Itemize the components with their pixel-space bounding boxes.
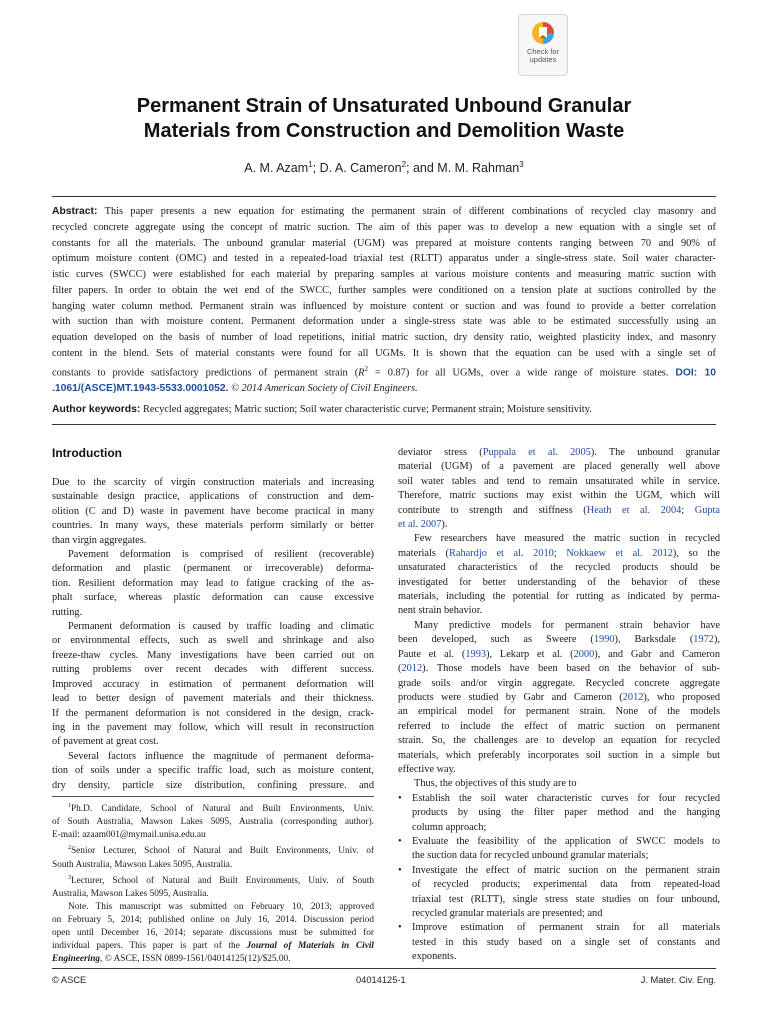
badge-line-2: updates [529, 55, 557, 64]
footnote-line: South Australia, Mawson Lakes 5095, Australia. [52, 859, 233, 870]
body-text: grade soils and/or virgin aggregate. Recycled concrete aggregate [398, 677, 720, 689]
footnote-line: of South Australia, Mawson Lakes 5095, Australia (corresponding author). [52, 817, 374, 828]
abstract-line: filter papers. In order to obtain the wet end of the SWCC, further samples were conditioned on a tension plate at suctions controlled by the [52, 284, 716, 296]
body-text: ). [441, 519, 448, 531]
abstract-line: = 0.87) for all UGMs, over a wide range of moisture states. [367, 366, 676, 378]
r-squared-exponent: 2 [364, 364, 368, 373]
body-text: Permanent deformation is caused by traffic loading and climatic [68, 621, 374, 633]
body-text: ), [713, 634, 720, 646]
abstract-line: constants to provide satisfactory predictions of permanent strain ( [52, 366, 359, 378]
body-text: products were studied by Gabr and Cameron ( [398, 691, 623, 703]
body-text: tion of soils under a specific traffic load, such as moisture content, [52, 765, 374, 777]
body-text: unsaturated characteristics of the recycled products should be [398, 562, 720, 574]
body-text: tested in this study based on a single set of constants and [412, 936, 720, 948]
body-text: materials, which preferably incorporates soil suction in a simple but [398, 749, 720, 761]
title-line-1: Permanent Strain of Unsaturated Unbound Granular [136, 95, 632, 117]
footnote-line: on February 5, 2014; published online on July 16, 2014. Discussion period [52, 915, 374, 926]
footnote-line: Senior Lecturer, School of Natural and Built Environments, Univ. of [71, 846, 374, 857]
footer-divider [52, 968, 716, 969]
footnote-line: individual papers. This paper is part of the [52, 941, 247, 952]
body-text: materials, including the potential for rutting as indicated by perma- [398, 591, 720, 603]
body-text: phalt surface, whereas plastic deformation can cause excessive [52, 592, 374, 604]
footnote-marker: 2 [68, 845, 71, 852]
author-name: A. M. Azam [244, 161, 309, 176]
body-text: exponents. [412, 951, 457, 963]
body-text: ), so the [672, 547, 720, 559]
citation-link[interactable]: Rahardjo et al. 2010 [448, 547, 554, 559]
citation-link[interactable]: Nokkaew et al. 2012 [566, 547, 673, 559]
keywords-label: Author keywords: [52, 404, 141, 415]
citation-link[interactable]: Gupta [694, 504, 721, 516]
author-affiliation-marker: 3 [519, 160, 524, 169]
body-text: Due to the scarcity of virgin construction materials and increasing [52, 477, 374, 488]
body-text: ). The unbound granular [590, 447, 720, 458]
keywords-text: Recycled aggregates; Matric suction; Soil water characteristic curve; Permanent strain; Moisture sensitivity. [140, 404, 592, 415]
objective-list-item [398, 921, 720, 935]
body-text: Therefore, matric suctions may exist within the UGM, which will [398, 490, 720, 502]
abstract-line: optimum moisture content (OMC) and tested in a repeated-load triaxial test (RLTT) apparatus under a single-stress state. Soil water character- [52, 253, 716, 265]
body-text: ). Those models have been based on the behavior of sub- [422, 663, 720, 675]
body-text: been developed, such as Sweere ( [398, 634, 594, 646]
body-text: dry density, particle size distribution, confining pressure. and [52, 779, 374, 791]
body-text: olition (C and D) waste in pavement have become practical in many [52, 505, 374, 517]
body-text: Improved accuracy in estimation of permanent deformation will [52, 678, 374, 690]
citation-link[interactable]: 2000 [573, 648, 595, 660]
left-column-body [52, 476, 374, 793]
r-squared-symbol: R [358, 366, 365, 378]
abstract-line: istic curves (SWCC) were established for each material by preparing samples at various moisture contents and measuring matric suction with [52, 269, 716, 280]
objective-list-item [398, 792, 720, 806]
body-text: of recycled products; experimental data from repeated-load [412, 879, 720, 891]
footnote-marker: 3 [68, 874, 71, 881]
body-text: Improve estimation of permanent strain for all materials [412, 922, 720, 934]
body-text: material (UGM) of a pavement are placed generally well above [398, 461, 720, 473]
author-separator: ; and [406, 161, 438, 176]
keywords-divider [52, 424, 716, 425]
footnotes [52, 800, 374, 966]
footnote-divider [52, 796, 374, 797]
body-text: rutting problems over recent decades with different success. [52, 664, 374, 676]
body-text: deviator stress ( [398, 447, 483, 458]
paper-title [60, 94, 708, 144]
body-text: ing in the pavement may follow, which will result in reconstruction [52, 721, 374, 733]
crossmark-icon [531, 21, 555, 45]
footnote-line: , © ASCE, ISSN 0899-1561/04014125(12)/$25.00. [100, 954, 291, 965]
body-text: Establish the soil water characteristic curves for four recycled [412, 792, 720, 804]
body-text: of pavement at great cost. [52, 736, 159, 748]
body-text: column approach; [412, 821, 487, 833]
body-text: Investigate the effect of matric suction on the permanent strain [412, 864, 720, 876]
bullet-icon: • [398, 864, 402, 876]
citation-link[interactable]: 1993 [465, 648, 487, 660]
citation-link[interactable]: 2012 [401, 663, 423, 675]
body-text: referred to include the effect of matric suction on permanent [398, 720, 720, 732]
body-text: tion. Resilient deformation may lead to fatigue cracking of the as- [52, 577, 374, 589]
body-text: sustainable design practice, applications of construction and dem- [52, 491, 374, 503]
body-text: Evaluate the feasibility of the application of SWCC models to [412, 835, 720, 847]
body-text: ; [681, 504, 695, 516]
body-text: than virgin aggregates. [52, 534, 147, 546]
body-text: investigated for better understanding of the behavior of these [398, 576, 720, 588]
footer-journal-abbrev: J. Mater. Civ. Eng. [640, 975, 716, 985]
author-name: M. M. Rahman [437, 161, 520, 176]
objective-list-item [398, 835, 720, 849]
abstract-line: constants for all the materials. The unbound granular material (UGM) was prepared at moisture contents ranging between 70 and 90% of [52, 237, 716, 249]
title-line-2: Materials from Construction and Demolition Waste [143, 120, 625, 142]
body-text: Thus, the objectives of this study are to [414, 778, 577, 790]
citation-link[interactable]: Heath et al. 2004 [586, 504, 682, 516]
citation-link[interactable]: 1990 [593, 634, 615, 646]
footnote-line: Lecturer, School of Natural and Built Environments, Univ. of South [71, 875, 374, 886]
footnote-marker: 1 [68, 803, 71, 809]
citation-link[interactable]: 2012 [622, 691, 644, 703]
body-text: Several factors influence the magnitude of permanent deforma- [68, 750, 374, 762]
citation-link[interactable]: Puppala et al. 2005 [482, 447, 591, 458]
doi-link[interactable]: 10 [697, 366, 716, 378]
body-text: If the permanent deformation is not considered in the design, crack- [52, 707, 374, 719]
abstract-line: with suction than with moisture content. Permanent deformation under a single-stress state was able to be estimated successfully using an [52, 316, 716, 328]
body-text: rutting. [52, 606, 83, 618]
body-text: lead to better design of pavement materials and their thickness. [52, 693, 374, 705]
abstract-label: Abstract: [52, 206, 98, 217]
body-text: or environmental effects, such as swell and shrinkage and also [52, 635, 374, 647]
body-text: materials ( [398, 547, 449, 559]
author-separator: ; [312, 161, 320, 176]
author-name: D. A. Cameron [319, 161, 402, 176]
section-heading-introduction: Introduction [52, 446, 122, 460]
abstract-line: hanging water column method. Permanent strain was influenced by moisture content or suction and was found to provide a better correlation [52, 300, 716, 312]
author-keywords [52, 403, 716, 417]
body-text: products by using the filter paper method and the hanging [412, 807, 720, 819]
body-text: the suction data for recycled unbound granular materials; [412, 850, 649, 862]
body-text: contribute to strength and stiffness ( [398, 504, 587, 516]
body-text: Paute et al. ( [398, 648, 466, 660]
body-text: strain. So, the challenges are to develop an equation for recycled [398, 735, 720, 747]
body-text: Many predictive models for permanent strain behavior have [414, 619, 720, 631]
check-for-updates-badge[interactable] [518, 14, 568, 76]
body-text: soil water tables and tend to remain unsaturated while in service. [398, 475, 720, 487]
body-text: ), and Gabr and Cameron [594, 648, 720, 660]
citation-link[interactable]: 1972 [693, 634, 714, 646]
author-affiliation-marker: 1 [308, 160, 313, 169]
footnote-line: open until December 16, 2014; separate discussions must be submitted for [52, 928, 374, 939]
body-text: effective way. [398, 763, 456, 775]
badge-label [527, 48, 559, 64]
body-text: freeze-thaw cycles. Many investigations have been carried out on [52, 649, 374, 661]
right-column-body [398, 446, 720, 965]
footer-article-number: 04014125-1 [356, 975, 406, 985]
footnote-line: Australia, Mawson Lakes 5095, Australia. [52, 888, 209, 899]
author-list [60, 160, 708, 175]
citation-link[interactable]: et al. 2007 [398, 519, 442, 531]
body-text: ( [398, 663, 402, 675]
body-text: ; [553, 547, 567, 559]
abstract [52, 204, 716, 396]
journal-name: Engineering [52, 954, 101, 965]
body-text: Few researchers have measured the matric suction in recycled [414, 533, 720, 545]
copyright-notice: © 2014 American Society of Civil Engineers. [228, 382, 418, 394]
doi-label: DOI: [675, 366, 698, 378]
doi-link[interactable]: .1061/(ASCE)MT.1943-5533.0001052. [52, 382, 229, 394]
abstract-line: This paper presents a new equation for estimating the permanent strain of different combinations of recycled clay masonry and [104, 206, 716, 217]
footnote-line: Ph.D. Candidate, School of Natural and Built Environments, Univ. [71, 804, 374, 815]
body-text: Pavement deformation is comprised of resilient (recoverable) [68, 549, 374, 561]
footnote-email[interactable]: E-mail: azaam001@mymail.unisa.edu.au [52, 830, 206, 841]
bullet-icon: • [398, 792, 402, 804]
header-divider [52, 196, 716, 197]
body-text: ), Barksdale ( [614, 634, 694, 646]
abstract-line: equation developed on the basis of number of load repetitions, initial matric suction, dry density ratio, weighted plasticity index, and masonry [52, 332, 716, 343]
objective-list-item [398, 864, 720, 878]
footnote-line: Note. This manuscript was submitted on February 10, 2013; approved [68, 901, 374, 912]
body-text: ), who proposed [643, 691, 720, 703]
body-text: ), Lekarp et al. ( [486, 648, 574, 660]
author-affiliation-marker: 2 [401, 160, 407, 169]
abstract-line: content in the blend. Sets of material constants were found for all UGMs. It is shown that the equation can be used with a single set of [52, 347, 716, 359]
abstract-line: recycled concrete aggregate using the concept of matric suction. The aim of this paper was to develop a new equation with a single set of [52, 221, 716, 233]
journal-name: Journal of Materials in Civil [246, 941, 374, 952]
body-text: an empirical model for permanent strain. None of the models [398, 706, 720, 718]
footer-publisher: © ASCE [52, 975, 87, 985]
bullet-icon: • [398, 835, 402, 847]
body-text: countries. In many ways, these materials perform similarly or better [52, 520, 374, 532]
bullet-icon: • [398, 922, 402, 934]
body-text: nent strain behavior. [398, 605, 483, 617]
badge-line-1: Check for [526, 47, 560, 56]
body-text: triaxial test (RLTT), single stress state studies on four unbound, [412, 893, 720, 905]
body-text: recycled granular materials are presented; and [412, 908, 603, 919]
body-text: deformation and plastic (permanent or irrecoverable) deforma- [52, 563, 374, 575]
